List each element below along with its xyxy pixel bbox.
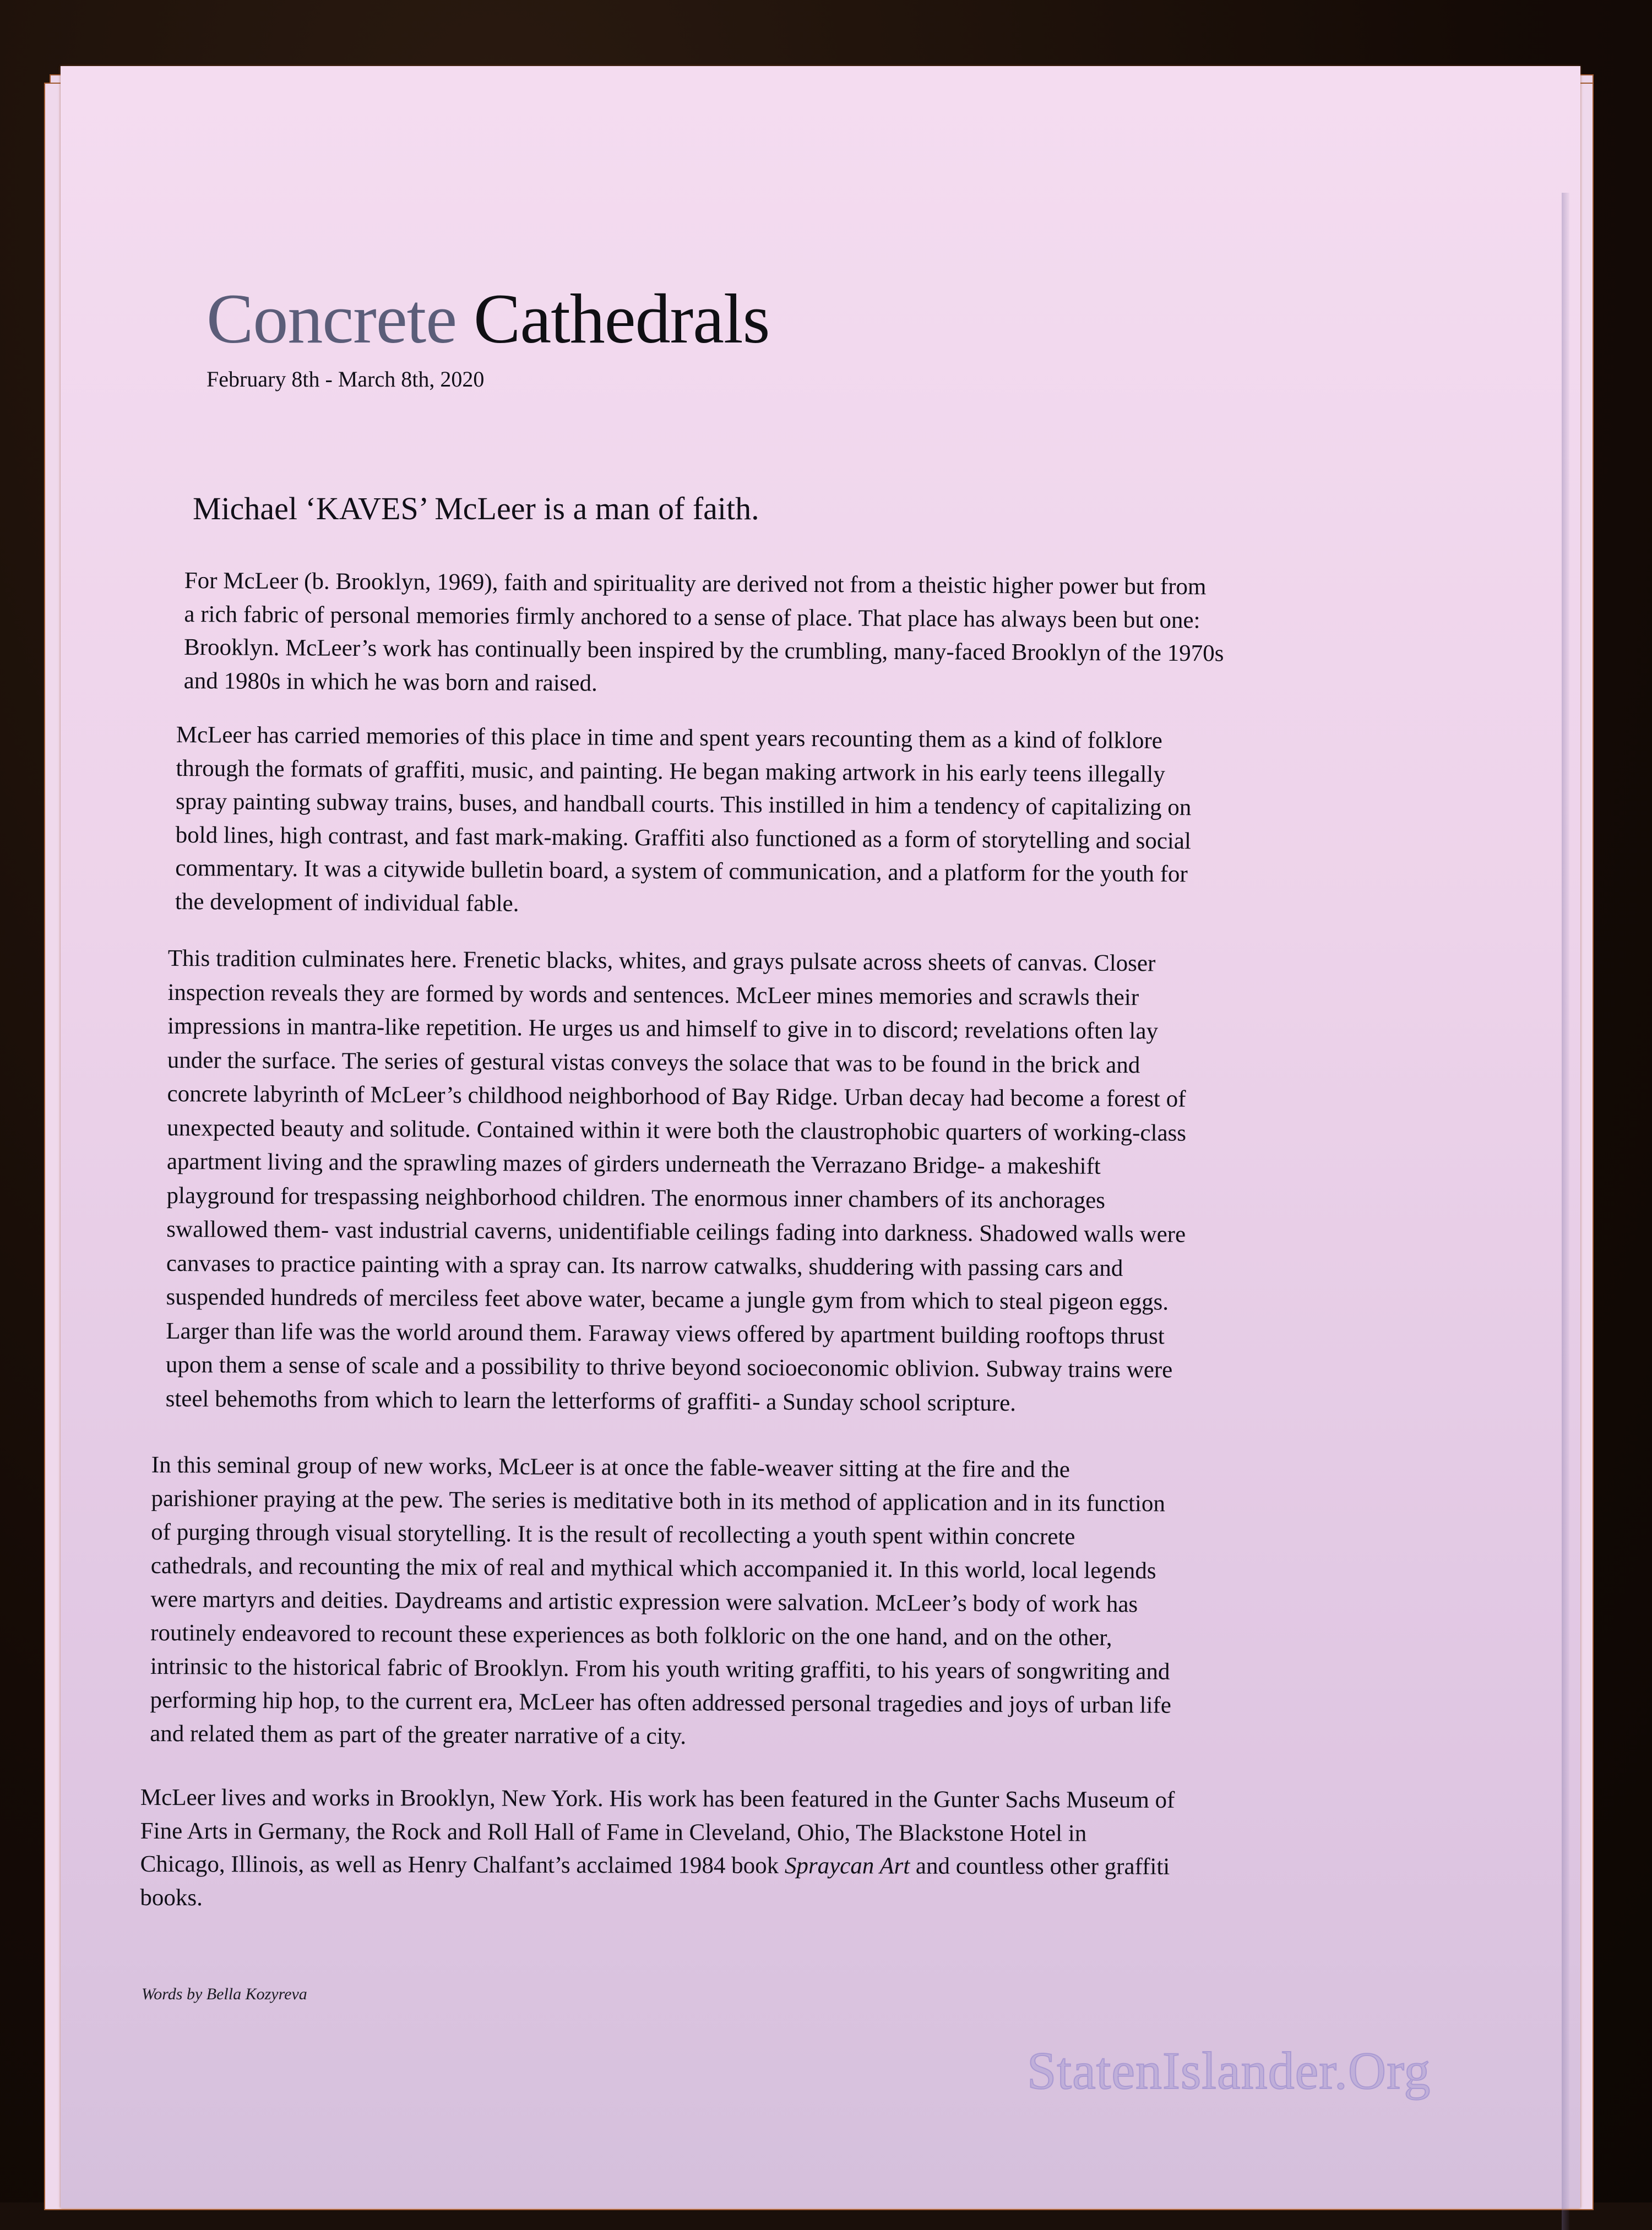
- text-line: concrete labyrinth of McLeer’s childhood neighborhood of Bay Ridge. Urban decay had become a forest of: [167, 1080, 1186, 1112]
- text-line: In this seminal group of new works, McLeer is at once the fable-weaver sitting at the fire and the: [151, 1452, 1070, 1483]
- text-line: routinely endeavored to recount these experiences as both folkloric on the one hand, and on the other,: [150, 1619, 1112, 1651]
- text-line: were martyrs and deities. Daydreams and artistic expression were salvation. McLeer’s body of work has: [150, 1586, 1138, 1618]
- text-line: upon them a sense of scale and a possibility to thrive beyond socioeconomic oblivion. Subway trains were: [165, 1351, 1173, 1383]
- text-line: suspended hundreds of merciless feet above water, became a jungle gym from which to steal pigeon eggs.: [166, 1283, 1169, 1315]
- text-line: McLeer has carried memories of this place in time and spent years recounting them as a kind of folklore: [176, 721, 1162, 754]
- text-line: swallowed them- vast industrial caverns, unidentifiable ceilings fading into darkness. Shadowed walls were: [166, 1216, 1186, 1248]
- text-line-with-book-title: [140, 1848, 1175, 1884]
- paragraph-4: [150, 1448, 1172, 1756]
- text-line: bold lines, high contrast, and fast mark-making. Graffiti also functioned as a form of storytelling and social: [175, 822, 1191, 854]
- text-line: of purging through visual storytelling. It is the result of recollecting a youth spent within concrete: [151, 1519, 1075, 1550]
- page-title: [206, 280, 770, 358]
- text-fragment: Chicago, Illinois, as well as Henry Chalfant’s acclaimed 1984 book: [140, 1851, 785, 1879]
- exhibition-text-sheet: [61, 66, 1580, 2208]
- text-line: Brooklyn. McLeer’s work has continually been inspired by the crumbling, many-faced Brooklyn of the 1970s: [183, 634, 1224, 667]
- text-line: spray painting subway trains, buses, and handball courts. This instilled in him a tendency of capitalizing on: [175, 788, 1192, 821]
- text-line: through the formats of graffiti, music, and painting. He began making artwork in his early teens illegally: [176, 755, 1165, 787]
- book-title: Spraycan Art: [784, 1853, 910, 1879]
- text-line: Fine Arts in Germany, the Rock and Roll Hall of Fame in Cleveland, Ohio, The Blackstone Hotel in: [140, 1818, 1087, 1846]
- text-line: performing hip hop, to the current era, McLeer has often addressed personal tragedies and joys of urban life: [150, 1687, 1172, 1718]
- text-line: and 1980s in which he was born and raised.: [183, 667, 597, 697]
- lede-heading: Michael ‘KAVES’ McLeer is a man of faith.: [193, 491, 759, 526]
- watermark: StatenIslander.Org: [1027, 2041, 1431, 2100]
- text-line: under the surface. The series of gestural vistas conveys the solace that was to be found in the brick and: [167, 1047, 1140, 1078]
- text-line: unexpected beauty and solitude. Contained within it were both the claustrophobic quarters of working-class: [167, 1114, 1187, 1146]
- text-line: steel behemoths from which to learn the letterforms of graffiti- a Sunday school scripture.: [165, 1385, 1017, 1416]
- paragraph-2: [175, 719, 1192, 924]
- paragraph-3: [165, 942, 1187, 1421]
- text-line: intrinsic to the historical fabric of Brooklyn. From his youth writing graffiti, to his years of songwriting and: [150, 1653, 1170, 1685]
- title-word-concrete: Concrete: [206, 280, 457, 358]
- document-content: [61, 66, 1580, 2208]
- text-line: and related them as part of the greater narrative of a city.: [150, 1720, 687, 1750]
- author-credit: Words by Bella Kozyreva: [142, 1985, 307, 2003]
- text-line: apartment living and the sprawling mazes of girders underneath the Verrazano Bridge- a makeshift: [166, 1148, 1101, 1179]
- text-line: impressions in mantra-like repetition. He urges us and himself to give in to discord; revelations often lay: [167, 1013, 1159, 1045]
- text-line: McLeer lives and works in Brooklyn, New York. His work has been featured in the Gunter Sachs Museum of: [140, 1785, 1175, 1813]
- text-line: Larger than life was the world around them. Faraway views offered by apartment building rooftops thrust: [166, 1318, 1165, 1349]
- paragraph-5: [140, 1781, 1175, 1917]
- exhibition-dates: February 8th - March 8th, 2020: [206, 367, 485, 391]
- text-line: playground for trespassing neighborhood children. The enormous inner chambers of its anchorages: [166, 1182, 1106, 1214]
- text-line: commentary. It was a citywide bulletin board, a system of communication, and a platform for the youth for: [175, 855, 1188, 888]
- text-line: inspection reveals they are formed by words and sentences. McLeer mines memories and scrawls their: [167, 979, 1139, 1010]
- text-line: cathedrals, and recounting the mix of real and mythical which accompanied it. In this world, local legends: [150, 1552, 1156, 1584]
- text-line: the development of individual fable.: [175, 888, 519, 917]
- text-fragment: and countless other graffiti: [910, 1853, 1170, 1880]
- text-line: books.: [140, 1884, 203, 1911]
- text-line: parishioner praying at the pew. The series is meditative both in its method of application and in its function: [151, 1485, 1166, 1517]
- title-word-cathedrals: Cathedrals: [474, 280, 770, 358]
- text-line: This tradition culminates here. Frenetic blacks, whites, and grays pulsate across sheets of canvas. Closer: [167, 945, 1156, 977]
- text-line: a rich fabric of personal memories firmly anchored to a sense of place. That place has always been but one:: [184, 601, 1200, 633]
- paragraph-1: [184, 564, 1225, 704]
- text-line: For McLeer (b. Brooklyn, 1969), faith and spirituality are derived not from a theistic higher power but from: [184, 567, 1207, 600]
- text-line: canvases to practice painting with a spray can. Its narrow catwalks, shuddering with passing cars and: [166, 1250, 1123, 1281]
